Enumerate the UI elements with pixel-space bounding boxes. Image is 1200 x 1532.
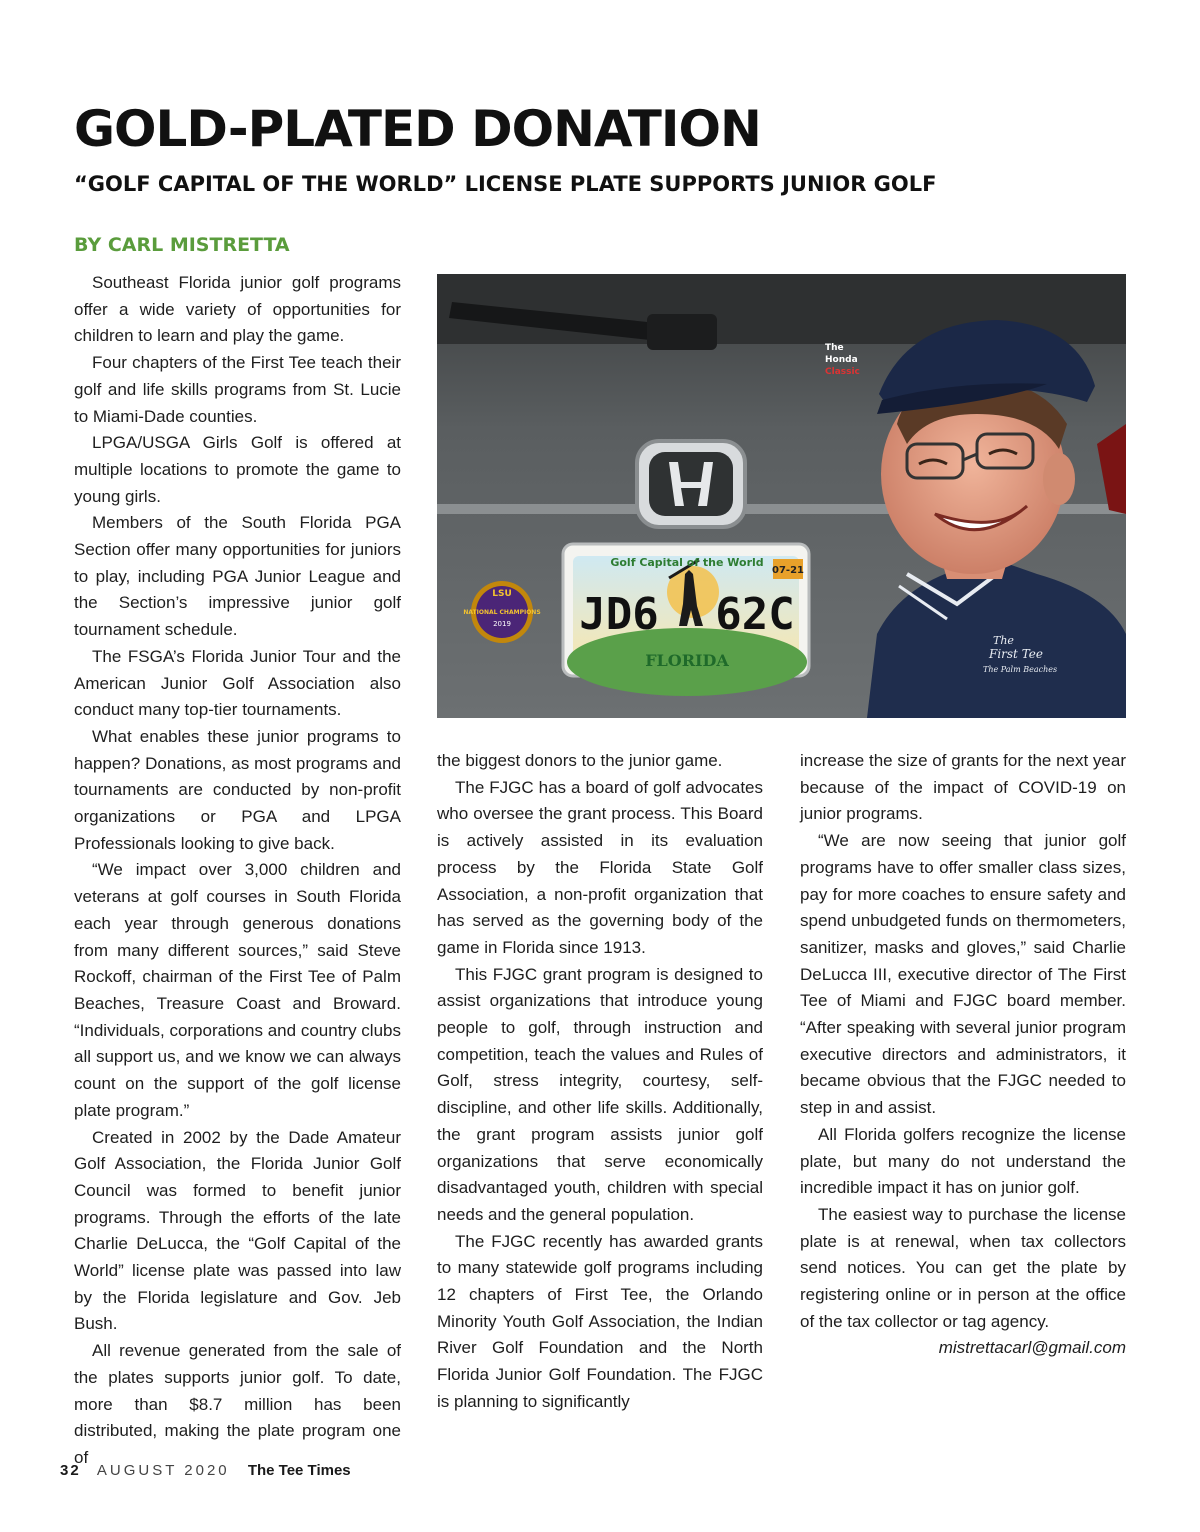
paragraph: “We impact over 3,000 children and veterans at golf courses in South Florida each year through generous donations from many different sources,” said Steve Rockoff, chairman of the First Tee of Palm Beaches, Treasure Coast and Broward. “Individuals, corporations and country clubs all support us, and we know we can always count on the support of the golf license plate program.” [74,860,401,1120]
page-number: 32 [60,1462,81,1479]
paragraph: The easiest way to purchase the license plate is at renewal, when tax collectors send notices. You can get the plate by registering online or in person at the office of the tax collector or tag agency. [800,1204,1126,1331]
paragraph: What enables these junior programs to happen? Donations, as most programs and tournaments are conducted by non-profit organizations or PGA and LPGA Professionals looking to give back. [74,726,401,853]
article-subtitle: “GOLF CAPITAL OF THE WORLD” LICENSE PLATE SUPPORTS JUNIOR GOLF [74,172,937,196]
article-photo [437,274,1126,718]
paragraph: Four chapters of the First Tee teach their golf and life skills programs from St. Lucie to Miami-Dade counties. [74,353,401,426]
svg-text:NATIONAL CHAMPIONS: NATIONAL CHAMPIONS [463,609,541,616]
issue-date: AUGUST 2020 [96,1462,230,1479]
svg-text:2019: 2019 [493,620,511,628]
license-plate [563,544,809,696]
plate-header: Golf Capital of the World [610,556,764,569]
svg-text:Honda: Honda [825,355,858,365]
svg-text:The: The [993,634,1014,647]
paragraph: The FSGA’s Florida Junior Tour and the American Junior Golf Association also conduct many top-tier tournaments. [74,646,401,720]
paragraph: increase the size of grants for the next year because of the impact of COVID-19 on junior programs. [800,751,1127,824]
svg-text:Classic: Classic [825,367,860,377]
paragraph: LPGA/USGA Girls Golf is offered at multiple locations to promote the game to young girls. [74,433,401,506]
author-email: mistrettacarl@gmail.com [938,1338,1126,1358]
paragraph: Members of the South Florida PGA Section offer many opportunities for juniors to play, including PGA Junior League and the Section’s impressive junior golf tournament schedule. [74,513,401,640]
publication-name: The Tee Times [247,1462,351,1479]
plate-sticker: 07-21 [772,565,804,576]
honda-emblem-icon [637,441,745,527]
svg-text:LSU: LSU [492,589,512,599]
svg-text:First Tee: First Tee [989,647,1043,661]
article-title: GOLD-PLATED DONATION [74,100,761,158]
byline: BY CARL MISTRETTA [74,234,290,256]
paragraph: All Florida golfers recognize the license plate, but many do not understand the incredible impact it has on junior golf. [800,1124,1126,1198]
article-column-3 [800,748,1126,1362]
plate-state: FLORIDA [645,651,729,670]
paragraph: the biggest donors to the junior game. [437,751,723,770]
article-column-1 [74,270,401,1472]
paragraph: Southeast Florida junior golf programs offer a wide variety of opportunities for children to learn and play the game. [74,273,401,346]
paragraph: All revenue generated from the sale of the plates supports junior golf. To date, more than $8.7 million has been distributed, making the plate program one of [74,1341,401,1467]
svg-text:The: The [825,343,844,353]
svg-text:The Palm Beaches: The Palm Beaches [983,665,1058,674]
paragraph: Created in 2002 by the Dade Amateur Golf Association, the Florida Junior Golf Council was formed to benefit junior programs. Through the efforts of the late Charlie DeLucca, the “Golf Capital of the World” license plate was passed into law by the Florida legislature and Gov. Jeb Bush. [74,1127,401,1334]
plate-number-right: 62C [715,589,795,640]
paragraph: The FJGC has a board of golf advocates who oversee the grant process. This Board is actively assisted in its evaluation process by the Florida State Golf Association, a non-profit organization that has served as the governing body of the game in Florida since 1913. [437,777,763,957]
paragraph: This FJGC grant program is designed to assist organizations that introduce young people to golf, through instruction and competition, teach the values and Rules of Golf, stress integrity, courtesy, self-discipline, and other life skills. Additionally, the grant program assists junior golf organizations that serve economically disadvantaged youth, children with special needs and the general population. [437,964,763,1224]
paragraph: “We are now seeing that junior golf programs have to offer smaller class sizes, pay for more coaches to ensure safety and spend unbudgeted funds on thermometers, sanitizer, masks and gloves,” said Charlie DeLucca III, executive director of The First Tee of Miami and FJGC board member. “After speaking with several junior program executive directors and administrators, it became obvious that the FJGC needed to step in and assist. [800,831,1126,1118]
page-footer [60,1462,351,1479]
paragraph: The FJGC recently has awarded grants to many statewide golf programs including 12 chapters of First Tee, the Orlando Minority Youth Golf Association, the Indian River Golf Foundation and the North Florida Junior Golf Foundation. The FJGC is planning to significantly [437,1231,763,1411]
article-column-2 [437,748,763,1416]
plate-number-left: JD6 [579,589,659,640]
